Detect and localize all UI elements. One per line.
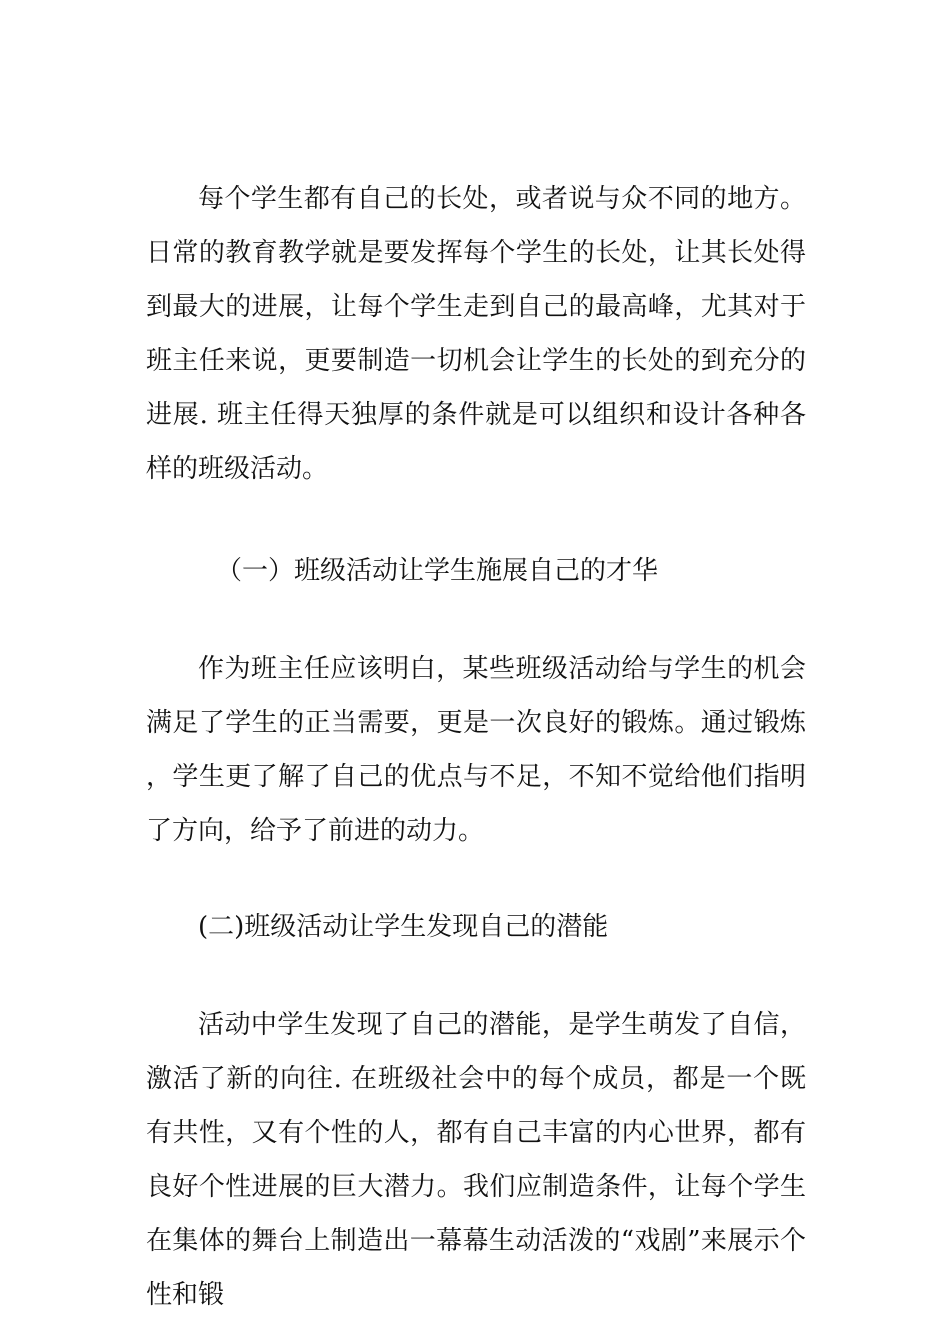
paragraph-section-1: 作为班主任应该明白，某些班级活动给与学生的机会满足了学生的正当需要，更是一次良好的锻炼。通过锻炼，学生更了解了自己的优点与不足，不知不觉给他们指明了方向，给予了前进的动力。 <box>146 654 806 846</box>
section-heading-2: (二)班级活动让学生发现自己的潜能 <box>198 912 609 942</box>
paragraph-section-2: 活动中学生发现了自己的潜能，是学生萌发了自信，激活了新的向往. 在班级社会中的每个成员，都是一个既有共性，又有个性的人，都有自己丰富的内心世界，都有良好个性进展的巨大潜力。我们应制造条件，让每个学生在集体的舞台上制造出一幕幕生动活泼的“戏剧”来展示个性和锻 <box>146 1010 806 1310</box>
document-body <box>146 172 806 1322</box>
paragraph-intro: 每个学生都有自己的长处，或者说与众不同的地方。日常的教育教学就是要发挥每个学生的长处，让其长处得到最大的进展，让每个学生走到自己的最高峰，尤其对于班主任来说，更要制造一切机会让学生的长处的到充分的进展. 班主任得天独厚的条件就是可以组织和设计各种各样的班级活动。 <box>146 184 806 484</box>
section-heading-1: （一）班级活动让学生施展自己的才华 <box>216 556 659 586</box>
